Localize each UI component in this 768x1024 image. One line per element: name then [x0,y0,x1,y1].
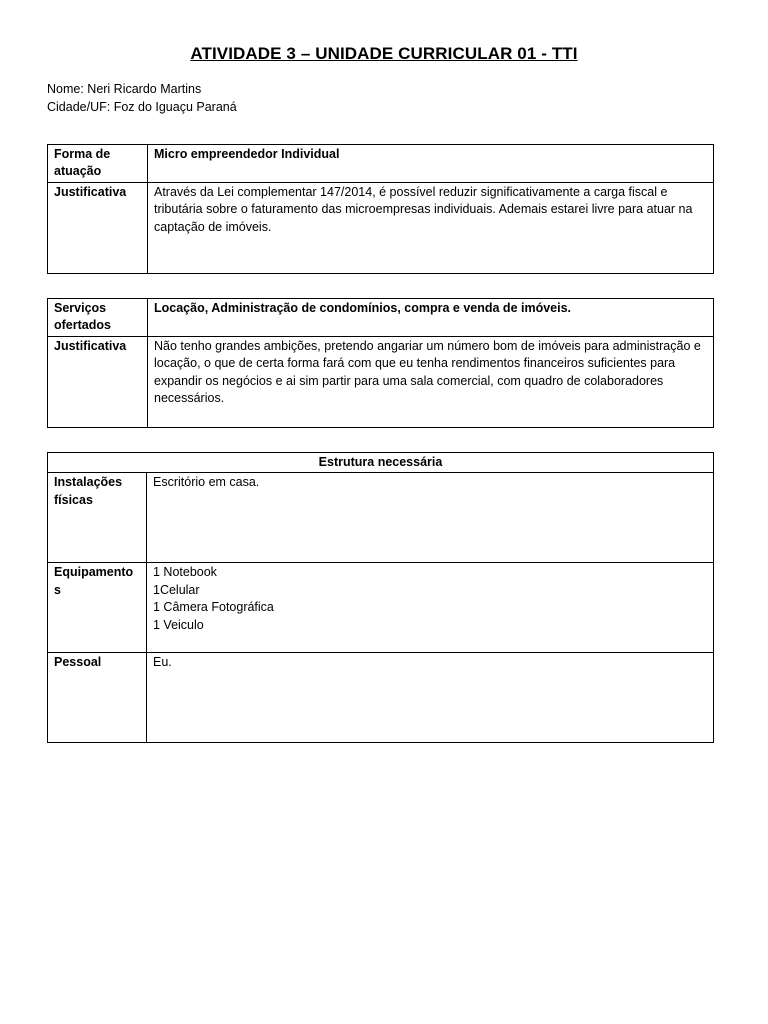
pessoal-value: Eu. [147,653,714,743]
table-header-row [48,453,714,473]
equipamentos-label: Equipamentos [48,563,147,653]
forma-atuacao-value: Micro empreendedor Individual [148,145,714,183]
estrutura-table [47,452,714,743]
student-name: Nome: Neri Ricardo Martins [47,82,202,96]
servicos-value: Locação, Administração de condomínios, compra e venda de imóveis. [148,299,714,337]
table-row [48,336,714,427]
pessoal-label: Pessoal [48,653,147,743]
student-city: Cidade/UF: Foz do Iguaçu Paraná [47,100,237,114]
forma-atuacao-table [47,144,714,274]
servicos-table [47,298,714,428]
instalacoes-value: Escritório em casa. [147,473,714,563]
list-item: 1Celular [153,582,200,597]
table-row [48,563,714,653]
justificativa-value: Através da Lei complementar 147/2014, é possível reduzir significativamente a carga fiscal e tributária sobre o faturamento das microempresas individuais. Ademais estarei livre para atuar na captação de imóveis. [148,182,714,273]
estrutura-header: Estrutura necessária [48,453,714,473]
instalacoes-label: Instalações físicas [48,473,147,563]
table-row [48,473,714,563]
justificativa-label: Justificativa [48,336,148,427]
justificativa-value: Não tenho grandes ambições, pretendo angariar um número bom de imóveis para administração e locação, o que de certa forma fará com que eu tenha rendimentos financeiros suficientes para expandir os negócios e ai sim partir para uma sala comercial, com quadro de colaboradores necessários. [148,336,714,427]
justificativa-label: Justificativa [48,182,148,273]
list-item: 1 Notebook [153,565,217,580]
list-item: 1 Câmera Fotográfica [153,600,274,615]
servicos-label: Serviços ofertados [48,299,148,337]
table-row [48,653,714,743]
table-row [48,145,714,183]
equipamentos-list [147,563,714,653]
table-row [48,182,714,273]
page-title: ATIVIDADE 3 – UNIDADE CURRICULAR 01 - TTI [190,44,578,63]
table-row [48,299,714,337]
list-item: 1 Veiculo [153,617,204,632]
forma-atuacao-label: Forma de atuação [48,145,148,183]
